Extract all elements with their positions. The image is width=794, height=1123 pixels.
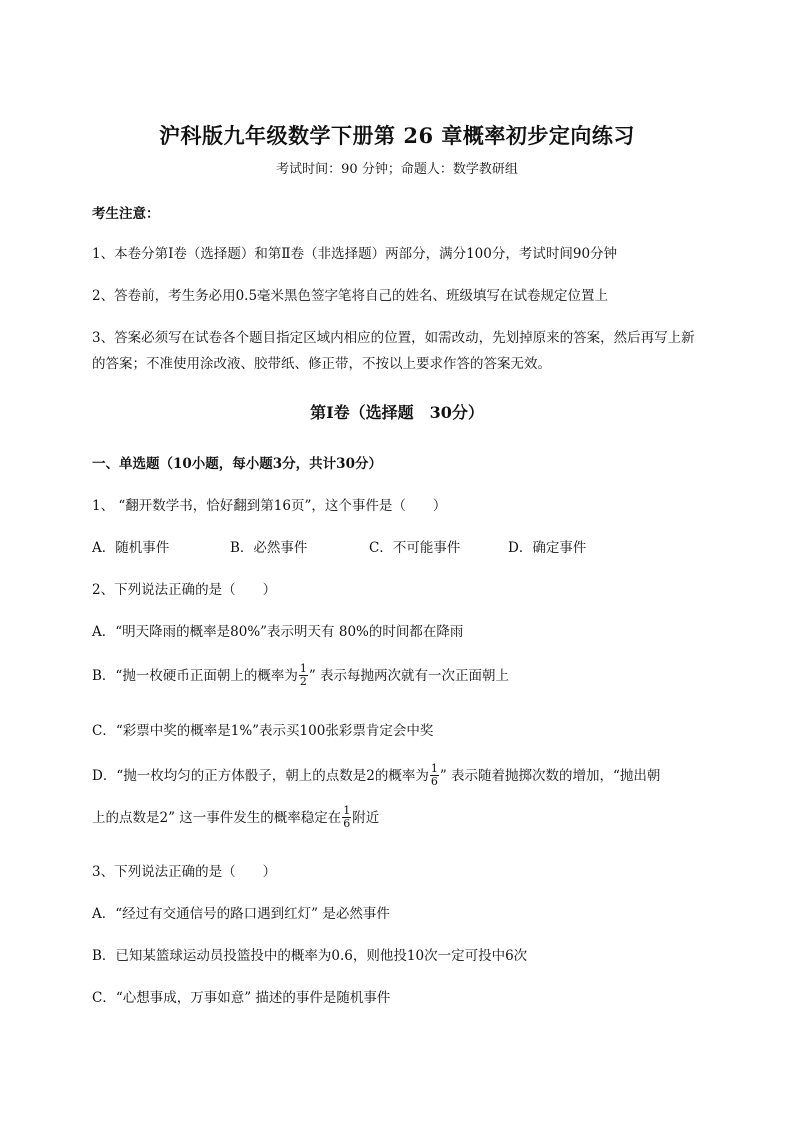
fraction-numerator: 1 (430, 762, 438, 775)
q1-option-b: B．必然事件 (230, 540, 308, 556)
q3-option-c: C．“心想事成，万事如意” 描述的事件是随机事件 (92, 990, 391, 1006)
question-2-stem: 2、下列说法正确的是（ ） (92, 582, 277, 598)
q2-option-a: A．“明天降雨的概率是80%”表示明天有 80%的时间都在降雨 (92, 624, 464, 640)
question-3-stem: 3、下列说法正确的是（ ） (92, 864, 277, 880)
q2-b-text-post: ” 表示每抛两次就有一次正面朝上 (308, 668, 510, 685)
fraction-one-sixth (430, 763, 439, 788)
fraction-denominator: 6 (343, 817, 351, 831)
q2-option-c: C．“彩票中奖的概率是1%”表示买100张彩票肯定会中奖 (92, 723, 434, 739)
q2-d2-text-pre: 上的点数是2” 这一事件发生的概率稳定在 (92, 810, 342, 827)
q1-option-a: A．随机事件 (92, 540, 170, 556)
fraction-one-sixth-2 (342, 805, 351, 830)
part-heading: 一、单选题（10小题，每小题3分，共计30分） (92, 456, 382, 472)
q2-d-text-post: ” 表示随着抛掷次数的增加，“抛出朝 (439, 768, 661, 785)
fraction-denominator: 2 (299, 675, 307, 689)
notice-item-1: 1、本卷分第Ⅰ卷（选择题）和第Ⅱ卷（非选择题）两部分，满分100分，考试时间90分钟 (92, 246, 618, 262)
q2-b-text-pre: B．“抛一枚硬币正面朝上的概率为 (92, 668, 298, 685)
fraction-one-half (299, 663, 308, 688)
q3-option-a: A．“经过有交通信号的路口遇到红灯” 是必然事件 (92, 906, 390, 922)
q1-option-d: D．确定事件 (508, 540, 587, 556)
page-title: 沪科版九年级数学下册第 26 章概率初步定向练习 (159, 123, 635, 148)
fraction-numerator: 1 (343, 804, 351, 817)
q3-option-b: B．已知某篮球运动员投篮投中的概率为0.6，则他投10次一定可投中6次 (92, 948, 528, 964)
notice-item-3: 3、答案必须写在试卷各个题目指定区域内相应的位置，如需改动，先划掉原来的答案，然后再写上新 (92, 330, 695, 346)
q2-option-b (92, 664, 509, 689)
question-1-stem: 1、 “翻开数学书，恰好翻到第16页”，这个事件是（ ） (92, 498, 447, 514)
exam-subtitle: 考试时间：90 分钟；命题人：数学教研组 (276, 162, 518, 177)
notice-heading: 考生注意： (92, 206, 160, 222)
notice-item-2: 2、答卷前，考生务必用0.5毫米黑色签字笔将自己的姓名、班级填写在试卷规定位置上 (92, 288, 609, 304)
q2-d-text-pre: D．“抛一枚均匀的正方体骰子，朝上的点数是2的概率为 (92, 768, 429, 785)
q1-option-c: C．不可能事件 (369, 540, 461, 556)
q2-d2-text-post: 附近 (352, 810, 380, 827)
notice-item-3-cont: 的答案；不准使用涂改液、胶带纸、修正带，不按以上要求作答的答案无效。 (92, 356, 551, 372)
fraction-numerator: 1 (299, 662, 307, 675)
section-title: 第Ⅰ卷（选择题 30分） (310, 403, 484, 422)
fraction-denominator: 6 (430, 775, 438, 789)
q2-option-d (92, 764, 660, 789)
q2-option-d-cont (92, 806, 379, 831)
